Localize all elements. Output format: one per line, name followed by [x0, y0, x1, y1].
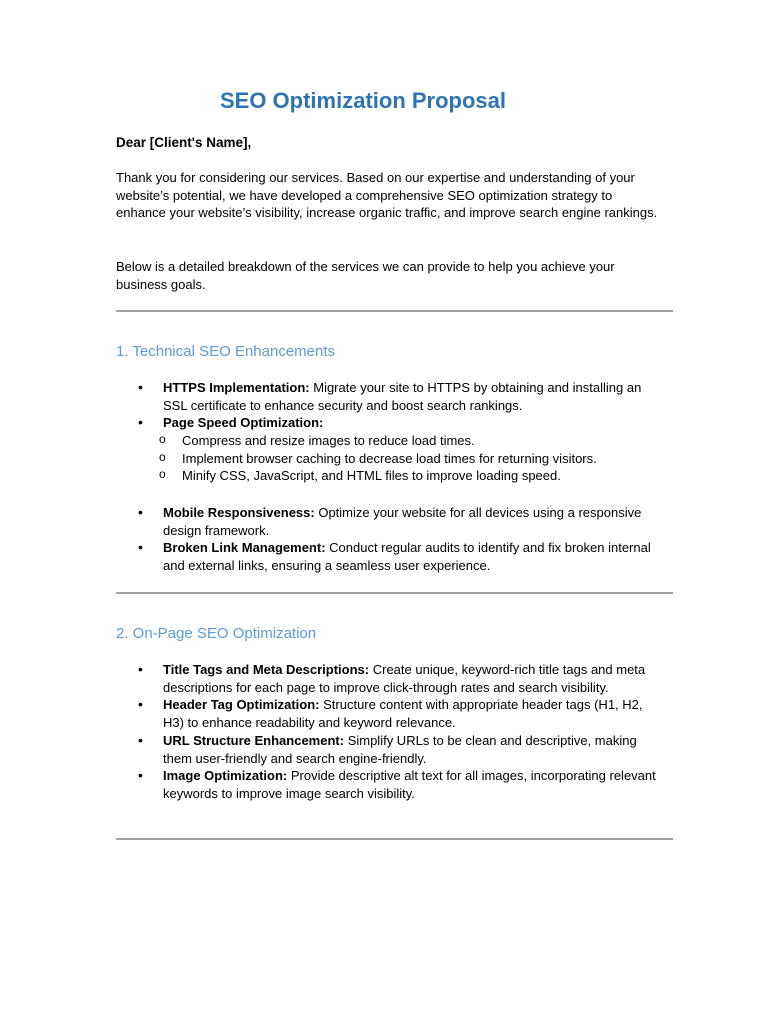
- item-label: Broken Link Management:: [163, 540, 326, 556]
- list-item: [136, 539, 656, 574]
- item-text: Migrate your site to HTTPS by obtaining and installing an SSL certificate to enhance security and boost search rankings.: [163, 380, 642, 413]
- section-heading-technical-seo: 1. Technical SEO Enhancements: [116, 343, 336, 360]
- item-text: Optimize your website for all devices using a responsive design framework.: [163, 505, 642, 538]
- list-item: [136, 414, 656, 432]
- item-label: HTTPS Implementation:: [163, 380, 310, 395]
- sublist-item: o Minify CSS, JavaScript, and HTML files to improve loading speed.: [136, 467, 656, 485]
- salutation: Dear [Client's Name],: [116, 135, 252, 150]
- item-label: Page Speed Optimization:: [163, 415, 324, 431]
- section-heading-on-page-seo: 2. On-Page SEO Optimization: [116, 625, 317, 642]
- intro-paragraph: Thank you for considering our services. Based on our expertise and understanding of your website’s potential, we have developed a comprehensive SEO optimization strategy to enhance your website’s visibility, increase organic traffic, and improve search engine rankings.: [116, 170, 658, 221]
- item-text: Create unique, keyword-rich title tags and meta descriptions for each page to improve click-through rates and search visibility.: [163, 662, 646, 695]
- item-text: Simplify URLs to be clean and descriptive, making them user-friendly and search engine-friendly.: [163, 732, 637, 766]
- list-item: [136, 504, 656, 539]
- item-label: Header Tag Optimization:: [163, 697, 320, 713]
- item-label: URL Structure Enhancement:: [163, 732, 345, 748]
- item-label: Title Tags and Meta Descriptions:: [163, 662, 370, 677]
- technical-seo-list-continued: [136, 504, 656, 575]
- divider-1: [116, 310, 673, 312]
- item-text: Conduct regular audits to identify and fix broken internal and external links, ensuring a seamless user experience.: [163, 540, 651, 574]
- list-item: [136, 696, 656, 731]
- on-page-seo-list: [136, 661, 656, 803]
- divider-3: [116, 838, 673, 840]
- page-title: SEO Optimization Proposal: [219, 88, 507, 113]
- item-text: Structure content with appropriate header tags (H1, H2, H3) to enhance readability and keyword relevance.: [163, 697, 643, 731]
- list-item: [136, 767, 656, 802]
- item-label: Image Optimization:: [163, 768, 288, 784]
- page-speed-sublist: [136, 432, 656, 485]
- divider-2: [116, 592, 673, 594]
- list-item: [136, 732, 656, 767]
- sublist-item: o Compress and resize images to reduce load times.: [136, 432, 656, 450]
- technical-seo-list: [136, 379, 656, 432]
- item-text: Provide descriptive alt text for all images, incorporating relevant keywords to improve image search visibility.: [163, 768, 656, 801]
- list-item: [136, 379, 656, 414]
- breakdown-paragraph: Below is a detailed breakdown of the services we can provide to help you achieve your business goals.: [116, 259, 615, 292]
- list-item: [136, 661, 656, 696]
- item-label: Mobile Responsiveness:: [163, 505, 315, 520]
- sublist-item: o Implement browser caching to decrease load times for returning visitors.: [136, 450, 656, 468]
